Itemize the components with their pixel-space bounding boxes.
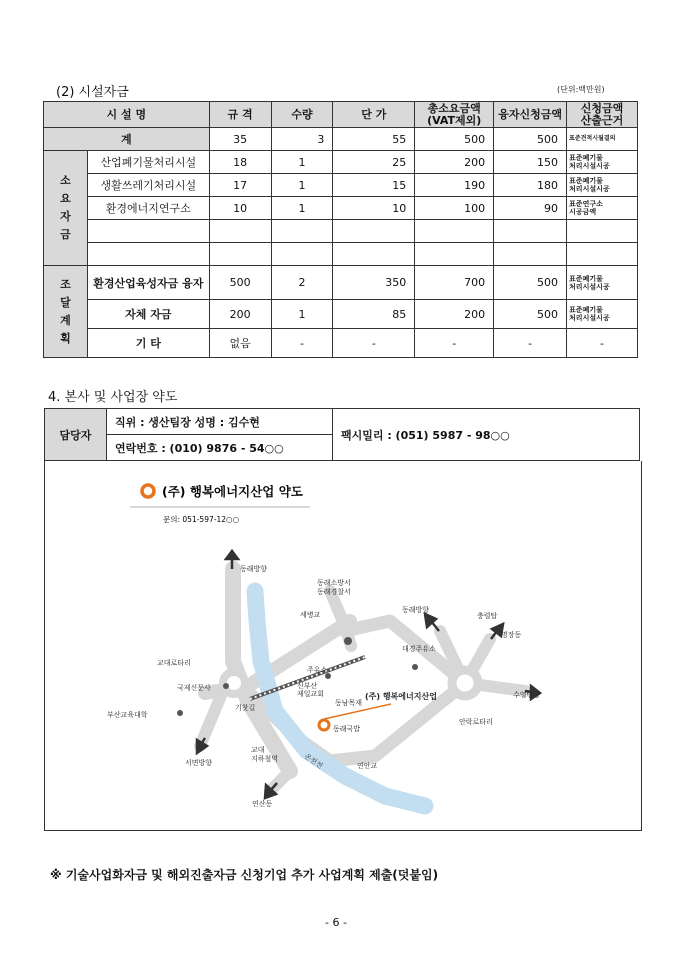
daegyeong-point	[412, 664, 418, 670]
label-office: 동래소방서 동래경찰서	[317, 579, 351, 596]
total-row	[44, 128, 638, 151]
label-church: 신부산 제일교회	[297, 682, 325, 698]
header-spec: 규 격	[209, 102, 271, 128]
needs-price: 15	[333, 174, 415, 197]
label-dongnae-top: 동래방향	[240, 565, 268, 573]
table-header-row	[44, 102, 638, 128]
funding-label: 조 달 계 획	[44, 266, 88, 358]
total-label: 계	[44, 128, 210, 151]
label-myeongjang: 명장동	[501, 631, 522, 639]
header-basis: 신청금액 산출근거	[567, 102, 638, 128]
map-box	[44, 461, 642, 831]
needs-total: 100	[415, 197, 494, 220]
needs-qty: 1	[271, 174, 333, 197]
office-point	[344, 637, 352, 645]
funding-name: 자체 자금	[87, 300, 209, 329]
needs-loan: 180	[494, 174, 567, 197]
funding-total: 700	[415, 266, 494, 300]
funding-price: -	[333, 329, 415, 358]
arrow-up-icon	[226, 551, 238, 559]
needs-qty: 1	[271, 151, 333, 174]
total-loan: 500	[494, 128, 567, 151]
funding-total: 200	[415, 300, 494, 329]
total-qty: 3	[271, 128, 333, 151]
total-price: 55	[333, 128, 415, 151]
needs-name: 환경에너지연구소	[87, 197, 209, 220]
needs-basis: 표준폐기물 처리시설시공	[567, 151, 638, 174]
footnote: ※ 기술사업화자금 및 해외진출자금 신청기업 추가 사업계획 제출(덧붙임)	[50, 868, 439, 882]
needs-basis: 표준연구소 시공금액	[567, 197, 638, 220]
contact-label: 담당자	[45, 409, 107, 461]
needs-name: 산업폐기물처리시설	[87, 151, 209, 174]
title-marker-icon	[142, 485, 154, 497]
label-yeonsan: 연산동	[252, 800, 273, 808]
table-row	[44, 266, 638, 300]
section-title-facility: (2) 시설자금	[56, 85, 129, 100]
funding-spec: 500	[209, 266, 271, 300]
funding-loan: 500	[494, 266, 567, 300]
funding-name: 기 타	[87, 329, 209, 358]
section-title-map: 4. 본사 및 사업장 약도	[48, 390, 178, 405]
funding-qty: 1	[271, 300, 333, 329]
funding-price: 85	[333, 300, 415, 329]
unit-label: (단위:백만원)	[557, 85, 605, 94]
anrak-rotary	[452, 670, 478, 696]
needs-loan: 150	[494, 151, 567, 174]
gyodae-rotary	[223, 672, 245, 694]
label-yeonangyo: 연안교	[357, 762, 378, 770]
label-gyodae-rotary: 교대로타리	[157, 659, 191, 667]
label-gyodae-station: 교대 지하철역	[251, 746, 279, 763]
header-price: 단 가	[333, 102, 415, 128]
needs-price: 25	[333, 151, 415, 174]
needs-total: 200	[415, 151, 494, 174]
funding-qty: 2	[271, 266, 333, 300]
needs-name: 생활쓰레기처리시설	[87, 174, 209, 197]
header-total-cost: 총소요금액 (VAT제외)	[415, 102, 494, 128]
needs-price: 10	[333, 197, 415, 220]
funding-basis: 표준폐기물 처리시설시공	[567, 300, 638, 329]
contact-fax: 팩시밀리 : (051) 5987 - 98○○	[333, 409, 640, 461]
label-chungryeol: 충렬탑	[477, 612, 498, 620]
facility-fund-table	[43, 101, 638, 358]
label-suyeong: 수영방향	[513, 691, 541, 699]
table-row	[44, 174, 638, 197]
label-gichet: 기찻길	[235, 704, 256, 712]
header-loan: 융자신청금액	[494, 102, 567, 128]
needs-basis: 표준폐기물 처리시설시공	[567, 174, 638, 197]
header-facility: 시 설 명	[44, 102, 210, 128]
total-total: 500	[415, 128, 494, 151]
label-busan-univ: 부산교육대학	[107, 711, 148, 719]
table-row	[44, 329, 638, 358]
univ-point	[177, 710, 183, 716]
needs-spec: 18	[209, 151, 271, 174]
funding-qty: -	[271, 329, 333, 358]
needs-loan: 90	[494, 197, 567, 220]
needs-spec: 10	[209, 197, 271, 220]
page-number: - 6 -	[325, 916, 347, 929]
label-sebyeonggyo: 세병교	[300, 611, 321, 619]
map-inquiry: 문의: 051-597-12○○	[163, 515, 240, 524]
label-anrak: 안락로타리	[459, 718, 493, 726]
funding-spec: 200	[209, 300, 271, 329]
label-daegyeong: 대경주유소	[402, 645, 436, 653]
table-row-empty	[44, 220, 638, 243]
label-dongnam: 동남목재	[335, 699, 363, 707]
funding-loan: 500	[494, 300, 567, 329]
needs-spec: 17	[209, 174, 271, 197]
label-oncheoncheon: 온천천	[302, 752, 325, 771]
location-map	[45, 461, 641, 830]
funding-basis: -	[567, 329, 638, 358]
label-gukje: 국제신문사	[177, 684, 211, 692]
funding-loan: -	[494, 329, 567, 358]
contact-table	[44, 408, 640, 461]
table-row	[44, 300, 638, 329]
funding-spec: 없음	[209, 329, 271, 358]
funding-price: 350	[333, 266, 415, 300]
funding-total: -	[415, 329, 494, 358]
label-dongnae-right: 동래방향	[402, 606, 430, 614]
contact-phone: 연락번호 : (010) 9876 - 54○○	[107, 435, 333, 461]
total-spec: 35	[209, 128, 271, 151]
map-title: (주) 행복에너지산업 약도	[162, 484, 303, 499]
label-dongnae-market: 동래국밥	[333, 725, 361, 733]
table-row	[44, 197, 638, 220]
total-basis: 표준견적시월결의	[567, 128, 638, 151]
header-qty: 수량	[271, 102, 333, 128]
table-row-empty	[44, 243, 638, 266]
funding-basis: 표준폐기물 처리시설시공	[567, 266, 638, 300]
funding-name: 환경산업육성자금 융자	[87, 266, 209, 300]
label-gas: 주유소	[307, 666, 328, 674]
table-row	[44, 151, 638, 174]
needs-total: 190	[415, 174, 494, 197]
needs-label: 소 요 자 금	[44, 151, 88, 266]
company-marker-icon	[319, 720, 329, 730]
gukje-point	[223, 683, 229, 689]
contact-person: 직위 : 생산팀장 성명 : 김수현	[107, 409, 333, 435]
label-company: (주) 행복에너지산업	[365, 692, 437, 701]
needs-qty: 1	[271, 197, 333, 220]
label-seomyeon: 서면방향	[185, 759, 213, 767]
